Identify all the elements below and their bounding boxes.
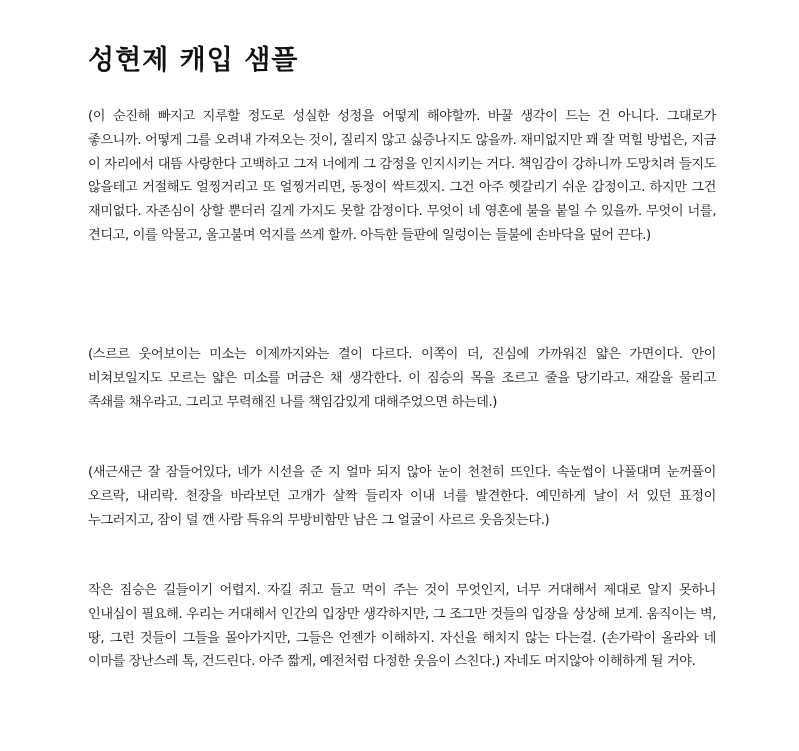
paragraph-4: 작은 짐승은 길들이기 어렵지. 자길 쥐고 들고 먹이 주는 것이 무엇인지, 너무 거대해서 제대로 알지 못하니 인내심이 필요해. 우리는 거대해서 인간의 입장만 생각하지만, 그 조그만 것들의 입장을 상상해 보게. 움직이는 벽, 땅, 그런 것들이 그들을 몰아가지만, 그들은 언젠가 이해하지. 자신을 해치지 않는 다는걸. (손가락이 올라와 네 이마를 장난스레 톡, 건드린다. 아주 짧게, 예전처럼 다정한 웃음이 스친다.) 자네도 머지않아 이해하게 될 거야.	[88, 583, 716, 670]
paragraph-2: (스르르 웃어보이는 미소는 이제까지와는 결이 다르다. 이쪽이 더, 진심에 가까워진 얇은 가면이다. 안이 비쳐보일지도 모르는 얇은 미소를 머금은 채 생각한다. 이 짐승의 목을 조르고 줄을 당기라고. 재갈을 물리고 족쇄를 채우라고. 그리고 무력해진 나를 책임감있게 대해주었으면 하는데.)	[88, 347, 716, 410]
paragraph-3: (새근새근 잘 잠들어있다, 네가 시선을 준 지 얼마 되지 않아 눈이 천천히 뜨인다. 속눈썹이 나풀대며 눈꺼풀이 오르락, 내리락. 천장을 바라보던 고개가 살짝 들리자 이내 너를 발견한다. 예민하게 날이 서 있던 표정이 누그러지고, 잠이 덜 깬 사람 특유의 무방비함만 남은 그 얼굴이 사르르 웃음짓는다.)	[88, 465, 716, 528]
document-title: 성현제 캐입 샘플	[88, 45, 299, 76]
paragraph-1: (이 순진해 빠지고 지루할 정도로 성실한 성정을 어떻게 해야할까. 바꿀 생각이 드는 건 아니다. 그대로가 좋으니까. 어떻게 그를 오려내 가져오는 것이, 질리지 않고 싫증나지도 않을까. 재미없지만 꽤 잘 먹힐 방법은, 지금 이 자리에서 대뜸 사랑한다 고백하고 그저 너에게 그 감정을 인지시키는 거다. 책임감이 강하니까 도망치려 들지도 않을테고 거절해도 얼찡거리고 또 얼찡거리면, 동정이 싹트겠지. 그건 아주 헷갈리기 쉬운 감정이고. 하지만 그건 재미없다. 자존심이 상할 뿐더러 길게 가지도 못할 감정이다. 무엇이 네 영혼에 불을 붙일 수 있을까. 무엇이 너를, 견디고, 이를 악물고, 울고불며 억지를 쓰게 할까. 아득한 들판에 일렁이는 들불에 손바닥을 덮어 끈다.)	[88, 109, 716, 243]
